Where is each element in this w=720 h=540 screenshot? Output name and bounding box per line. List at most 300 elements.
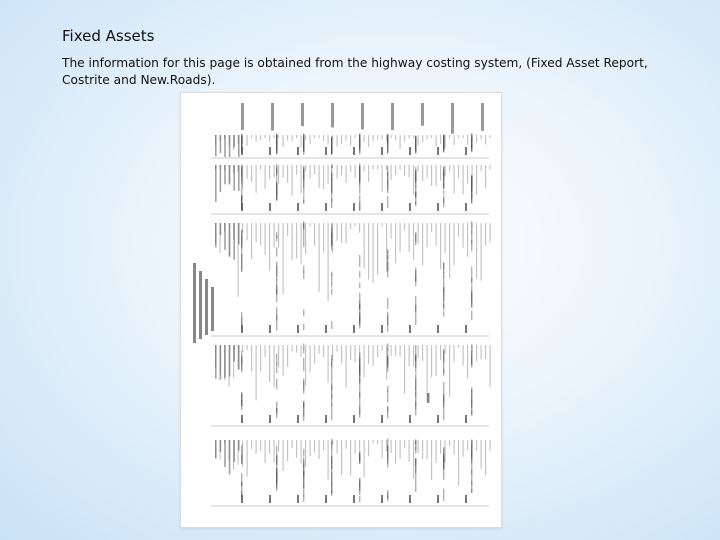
total-value-mark (241, 495, 243, 503)
text-stroke (373, 345, 374, 366)
text-stroke (386, 165, 387, 170)
text-stroke (242, 223, 243, 233)
cell-value-mark (387, 262, 388, 278)
text-stroke (400, 345, 401, 357)
total-value-mark (465, 203, 467, 211)
cell-value-mark (443, 351, 444, 359)
text-stroke (373, 440, 374, 443)
cell-value-mark (443, 276, 444, 291)
text-stroke (278, 345, 279, 367)
total-value-mark (241, 203, 243, 211)
total-value-mark (437, 415, 439, 423)
cell-value-mark (241, 393, 242, 404)
text-stroke (283, 440, 284, 471)
cell-value-mark (471, 481, 472, 493)
text-stroke (377, 440, 378, 444)
cell-value-mark (443, 396, 444, 402)
total-value-mark (325, 325, 327, 333)
text-stroke (364, 135, 365, 142)
total-value-mark (353, 203, 355, 211)
cell-value-mark (303, 378, 304, 393)
total-value-mark (269, 415, 271, 423)
text-stroke (229, 345, 230, 387)
cell-value-mark (415, 374, 416, 391)
text-stroke (440, 223, 441, 269)
text-stroke (341, 135, 342, 144)
total-value-mark (353, 147, 355, 155)
text-stroke (296, 135, 297, 138)
text-stroke (472, 165, 473, 189)
cell-value-mark (303, 324, 304, 330)
text-stroke (247, 345, 248, 350)
text-stroke (283, 223, 284, 295)
cell-value-mark (387, 458, 388, 467)
total-value-mark (269, 203, 271, 211)
text-stroke (476, 135, 477, 142)
cell-value-mark (471, 311, 472, 321)
text-stroke (292, 345, 293, 351)
text-stroke (256, 165, 257, 193)
row-label-mark (215, 165, 217, 202)
cell-value-mark (443, 489, 444, 501)
text-stroke (409, 135, 410, 139)
text-stroke (283, 345, 284, 375)
text-stroke (431, 165, 432, 186)
text-stroke (359, 165, 360, 185)
text-stroke (296, 440, 297, 458)
text-stroke (404, 440, 405, 448)
column-header-mark (391, 103, 394, 130)
text-stroke (328, 345, 329, 383)
cell-value-mark (387, 446, 388, 454)
text-stroke (350, 165, 351, 172)
text-stroke (436, 345, 437, 376)
total-value-mark (297, 495, 299, 503)
cell-value-mark (276, 247, 277, 256)
cell-value-mark (387, 249, 388, 253)
text-stroke (319, 135, 320, 138)
text-stroke (287, 223, 288, 236)
cell-value-mark (331, 393, 332, 406)
text-stroke (391, 223, 392, 239)
text-stroke (269, 345, 270, 382)
total-value-mark (381, 325, 383, 333)
cell-value-mark (471, 278, 472, 285)
cell-value-mark (443, 174, 444, 189)
cell-value-mark (303, 235, 304, 248)
text-stroke (229, 165, 230, 183)
cell-value-mark (303, 485, 304, 496)
text-stroke (283, 165, 284, 177)
text-stroke (400, 135, 401, 149)
text-stroke (445, 165, 446, 176)
cell-value-mark (359, 283, 360, 289)
text-stroke (364, 223, 365, 269)
text-stroke (386, 440, 387, 451)
text-stroke (346, 345, 347, 388)
text-stroke (490, 165, 491, 169)
text-stroke (238, 223, 239, 297)
text-stroke (328, 135, 329, 145)
report-header-mark (211, 287, 214, 331)
text-stroke (373, 223, 374, 283)
text-stroke (373, 165, 374, 169)
cell-value-mark (415, 232, 416, 237)
cell-value-mark (443, 195, 444, 203)
text-stroke (310, 135, 311, 144)
text-stroke (323, 223, 324, 253)
text-stroke (292, 135, 293, 141)
text-stroke (436, 223, 437, 246)
cell-value-mark (415, 136, 416, 153)
text-stroke (233, 165, 234, 174)
total-value-mark (465, 415, 467, 423)
text-stroke (445, 135, 446, 148)
text-stroke (332, 345, 333, 361)
cell-value-mark (471, 470, 472, 475)
cell-value-mark (276, 363, 277, 369)
text-stroke (485, 345, 486, 359)
text-stroke (368, 345, 369, 364)
text-stroke (391, 135, 392, 138)
text-stroke (310, 345, 311, 373)
text-stroke (233, 345, 234, 378)
text-stroke (422, 223, 423, 266)
total-value-mark (409, 203, 411, 211)
text-stroke (382, 165, 383, 192)
text-stroke (283, 135, 284, 147)
cell-value-mark (387, 324, 388, 332)
text-stroke (301, 345, 302, 356)
cell-value-mark (443, 409, 444, 421)
total-value-mark (269, 325, 271, 333)
text-stroke (287, 345, 288, 367)
text-stroke (467, 135, 468, 145)
text-stroke (319, 345, 320, 354)
cell-value-mark (415, 237, 416, 245)
text-stroke (391, 165, 392, 180)
text-stroke (431, 223, 432, 232)
text-stroke (296, 223, 297, 258)
text-stroke (346, 165, 347, 183)
text-stroke (395, 165, 396, 175)
text-stroke (373, 135, 374, 141)
cell-value-mark (359, 406, 360, 418)
text-stroke (404, 223, 405, 230)
cell-value-mark (331, 375, 332, 391)
cell-value-mark (276, 379, 277, 390)
text-stroke (467, 345, 468, 379)
text-stroke (305, 135, 306, 140)
column-header-mark (421, 103, 424, 126)
text-stroke (485, 223, 486, 246)
text-stroke (224, 345, 225, 380)
text-stroke (395, 223, 396, 263)
text-stroke (328, 440, 329, 479)
text-stroke (364, 165, 365, 172)
cell-value-mark (359, 364, 360, 381)
text-stroke (328, 223, 329, 301)
column-header-mark (361, 103, 364, 129)
text-stroke (377, 345, 378, 357)
text-stroke (422, 165, 423, 181)
text-stroke (400, 165, 401, 170)
text-stroke (323, 135, 324, 141)
cell-value-mark (241, 351, 242, 364)
cell-value-mark (443, 170, 444, 175)
text-stroke (260, 440, 261, 451)
text-stroke (458, 223, 459, 236)
text-stroke (386, 223, 387, 272)
cell-value-mark (471, 144, 472, 150)
text-stroke (314, 135, 315, 138)
text-stroke (485, 135, 486, 145)
text-stroke (391, 345, 392, 356)
text-stroke (224, 135, 225, 139)
text-stroke (472, 223, 473, 228)
total-value-mark (437, 147, 439, 155)
cell-value-mark (303, 224, 304, 230)
text-stroke (251, 440, 252, 449)
total-value-mark (297, 325, 299, 333)
text-stroke (377, 135, 378, 139)
cell-value-mark (276, 184, 277, 200)
cell-value-mark (387, 183, 388, 191)
text-stroke (476, 345, 477, 361)
text-stroke (431, 440, 432, 480)
text-stroke (215, 440, 216, 457)
text-stroke (287, 135, 288, 141)
text-stroke (224, 165, 225, 171)
cell-value-mark (303, 358, 304, 371)
text-stroke (458, 135, 459, 138)
text-stroke (233, 135, 234, 150)
cell-value-mark (359, 195, 360, 210)
cell-value-mark (241, 312, 242, 318)
text-stroke (355, 223, 356, 226)
text-stroke (260, 223, 261, 246)
cell-value-mark (415, 167, 416, 180)
text-stroke (454, 440, 455, 455)
text-stroke (427, 223, 428, 247)
text-stroke (251, 165, 252, 182)
cell-value-mark (331, 321, 332, 329)
text-stroke (301, 223, 302, 264)
total-value-mark (297, 203, 299, 211)
total-value-mark (381, 203, 383, 211)
text-stroke (278, 165, 279, 184)
text-stroke (260, 135, 261, 140)
text-stroke (278, 135, 279, 138)
text-stroke (256, 440, 257, 453)
text-stroke (319, 165, 320, 188)
total-value-mark (381, 147, 383, 155)
text-stroke (454, 165, 455, 193)
text-stroke (233, 440, 234, 470)
cell-value-mark (303, 169, 304, 173)
text-stroke (395, 345, 396, 356)
cell-value-mark (303, 137, 304, 142)
column-header-mark (451, 103, 454, 134)
text-stroke (233, 223, 234, 239)
cell-value-mark (471, 187, 472, 203)
text-stroke (463, 135, 464, 138)
total-value-mark (353, 415, 355, 423)
text-stroke (305, 440, 306, 467)
text-stroke (323, 165, 324, 189)
text-stroke (292, 440, 293, 448)
cell-value-mark (387, 196, 388, 208)
text-stroke (382, 440, 383, 458)
cell-value-mark (276, 266, 277, 281)
total-value-mark (297, 415, 299, 423)
text-stroke (251, 345, 252, 372)
text-stroke (413, 165, 414, 195)
text-stroke (305, 165, 306, 171)
cell-value-mark (415, 355, 416, 373)
text-stroke (238, 345, 239, 370)
text-stroke (481, 223, 482, 281)
text-stroke (350, 345, 351, 360)
text-stroke (418, 223, 419, 244)
cell-value-mark (331, 191, 332, 202)
total-value-mark (269, 495, 271, 503)
text-stroke (341, 223, 342, 243)
text-stroke (305, 223, 306, 254)
text-stroke (229, 223, 230, 257)
text-stroke (476, 440, 477, 451)
text-stroke (274, 223, 275, 248)
text-stroke (409, 223, 410, 252)
cell-value-mark (387, 315, 388, 325)
cell-value-mark (303, 348, 304, 353)
text-stroke (413, 440, 414, 479)
text-stroke (247, 440, 248, 476)
total-value-mark (353, 495, 355, 503)
text-stroke (310, 223, 311, 226)
text-stroke (404, 165, 405, 176)
cell-value-mark (276, 137, 277, 154)
text-stroke (242, 345, 243, 352)
text-stroke (350, 440, 351, 476)
text-stroke (413, 223, 414, 260)
cell-value-mark (331, 456, 332, 469)
text-stroke (332, 165, 333, 168)
text-stroke (382, 223, 383, 226)
cell-value-mark (387, 348, 388, 365)
cell-value-mark (331, 361, 332, 367)
text-stroke (476, 223, 477, 279)
text-stroke (319, 223, 320, 292)
text-stroke (265, 440, 266, 463)
text-stroke (220, 223, 221, 253)
cell-value-mark (276, 279, 277, 295)
text-stroke (314, 345, 315, 363)
text-stroke (400, 440, 401, 459)
cell-value-mark (359, 317, 360, 328)
text-stroke (409, 165, 410, 177)
cell-value-mark (303, 266, 304, 273)
text-stroke (278, 440, 279, 451)
cell-value-mark (276, 166, 277, 184)
text-stroke (305, 345, 306, 386)
text-stroke (341, 165, 342, 175)
text-stroke (431, 345, 432, 377)
text-stroke (467, 165, 468, 184)
text-stroke (323, 345, 324, 357)
report-header-mark (199, 271, 202, 339)
cell-value-mark (241, 481, 242, 486)
text-stroke (382, 135, 383, 140)
cell-value-mark (331, 272, 332, 276)
text-stroke (422, 135, 423, 142)
text-stroke (463, 440, 464, 457)
text-stroke (445, 223, 446, 253)
text-stroke (449, 345, 450, 397)
text-stroke (490, 440, 491, 451)
text-stroke (377, 223, 378, 275)
text-stroke (413, 345, 414, 366)
text-stroke (346, 223, 347, 243)
text-stroke (458, 165, 459, 178)
total-value-mark (409, 147, 411, 155)
total-value-mark (465, 147, 467, 155)
text-stroke (386, 345, 387, 379)
text-stroke (229, 135, 230, 145)
total-value-mark (241, 415, 243, 423)
cell-value-mark (331, 472, 332, 485)
total-value-mark (437, 495, 439, 503)
text-stroke (418, 135, 419, 146)
cell-value-mark (359, 271, 360, 277)
cell-value-mark (303, 343, 304, 348)
text-stroke (224, 223, 225, 231)
text-stroke (418, 345, 419, 358)
cell-value-mark (303, 310, 304, 317)
text-stroke (445, 345, 446, 354)
cell-value-mark (303, 449, 304, 457)
text-stroke (265, 165, 266, 189)
cell-value-mark (303, 410, 304, 421)
text-stroke (346, 440, 347, 449)
text-stroke (449, 440, 450, 446)
text-stroke (359, 440, 360, 460)
text-stroke (463, 165, 464, 194)
text-stroke (458, 440, 459, 486)
text-stroke (337, 223, 338, 241)
total-value-mark (437, 325, 439, 333)
text-stroke (355, 165, 356, 178)
text-stroke (215, 135, 216, 145)
text-stroke (265, 135, 266, 138)
text-stroke (449, 135, 450, 139)
cell-value-mark (415, 192, 416, 197)
cell-value-mark (471, 391, 472, 406)
text-stroke (431, 135, 432, 138)
text-stroke (314, 440, 315, 453)
text-stroke (332, 223, 333, 253)
total-value-mark (269, 147, 271, 155)
cell-value-mark (415, 464, 416, 482)
text-stroke (251, 223, 252, 259)
text-stroke (463, 345, 464, 366)
text-stroke (260, 165, 261, 169)
cell-value-mark (276, 459, 277, 465)
text-stroke (472, 135, 473, 140)
text-stroke (368, 165, 369, 182)
cell-value-mark (415, 307, 416, 325)
text-stroke (485, 165, 486, 188)
